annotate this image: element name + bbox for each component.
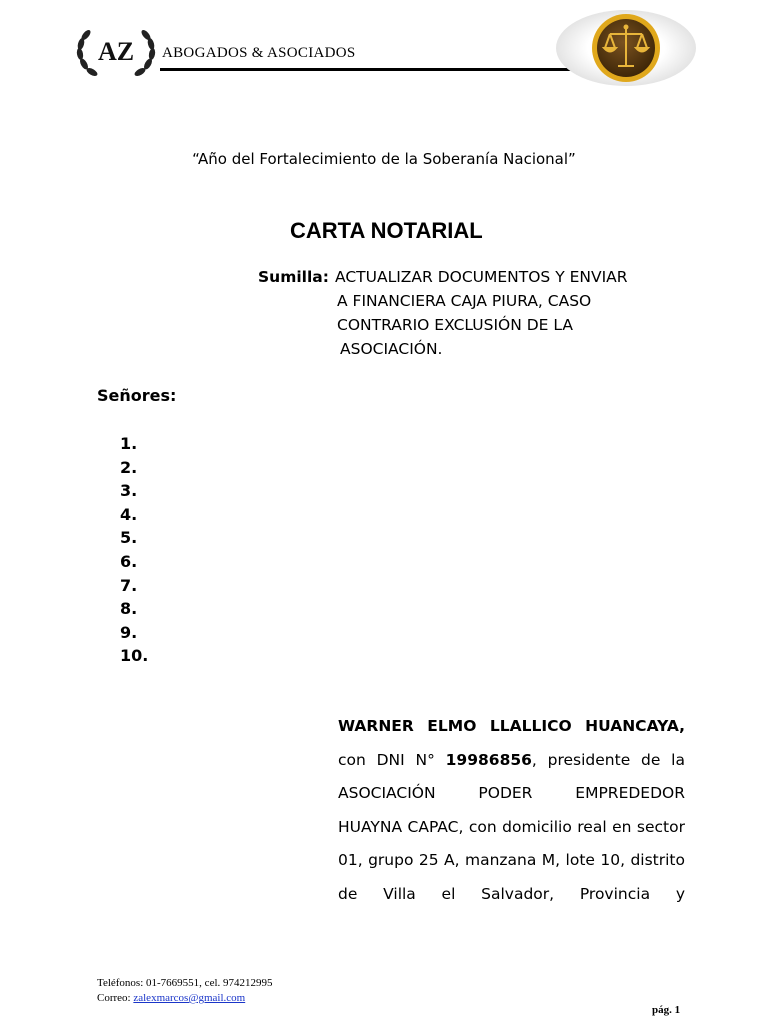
footer-phones: Teléfonos: 01-7669551, cel. 974212995 — [97, 977, 273, 989]
dni-line — [338, 744, 685, 778]
logo-text: AZ — [97, 37, 135, 66]
body-line: ASOCIACIÓN PODER EMPREDEDOR — [338, 784, 685, 803]
email-label: Correo: — [97, 992, 131, 1004]
recipient-item: 2. — [120, 457, 138, 477]
recipient-item: 4. — [120, 504, 138, 524]
recipient-item: 9. — [120, 622, 138, 642]
header-rule — [160, 68, 580, 71]
document-title: CARTA NOTARIAL — [290, 218, 483, 243]
sender-name: WARNER ELMO LLALLICO HUANCAYA, — [338, 717, 685, 735]
body-line: de Villa el Salvador, Provincia y — [338, 884, 685, 903]
recipient-item: 6. — [120, 551, 138, 571]
dni-suffix: , presidente de la — [531, 750, 685, 769]
sumilla-label: Sumilla: — [258, 268, 329, 286]
addressee-heading: Señores: — [97, 386, 177, 405]
recipient-item: 8. — [120, 599, 138, 619]
sumilla-line: CONTRARIO EXCLUSIÓN DE LA — [337, 316, 573, 334]
body-line: HUAYNA CAPAC, con domicilio real en sector — [338, 817, 685, 836]
recipient-item: 5. — [120, 528, 138, 548]
firm-name: ABOGADOS & ASOCIADOS — [162, 45, 356, 61]
sumilla-line: A FINANCIERA CAJA PIURA, CASO — [337, 292, 592, 310]
recipient-item: 3. — [120, 481, 138, 501]
recipient-item: 1. — [120, 434, 138, 453]
sumilla-line: ASOCIACIÓN. — [340, 340, 443, 358]
dni-number: 19986856 — [445, 750, 532, 769]
recipient-item: 10. — [120, 646, 149, 666]
dni-prefix: con DNI N° — [338, 750, 435, 769]
az-logo — [74, 24, 158, 80]
page-number: pág. 1 — [652, 1004, 681, 1016]
footer-contact — [97, 976, 273, 1006]
body-paragraph — [338, 710, 685, 912]
scales-of-justice-icon — [556, 10, 696, 86]
sumilla-line: ACTUALIZAR DOCUMENTOS Y ENVIAR — [335, 268, 628, 286]
email-link[interactable]: zalexmarcos@gmail.com — [133, 992, 246, 1004]
year-motto: “Año del Fortalecimiento de la Soberanía Nacional” — [192, 150, 576, 168]
recipient-list — [120, 432, 148, 668]
recipient-item: 7. — [120, 575, 138, 595]
footer-email-line — [97, 991, 273, 1006]
body-line: 01, grupo 25 A, manzana M, lote 10, distrito — [338, 851, 685, 870]
